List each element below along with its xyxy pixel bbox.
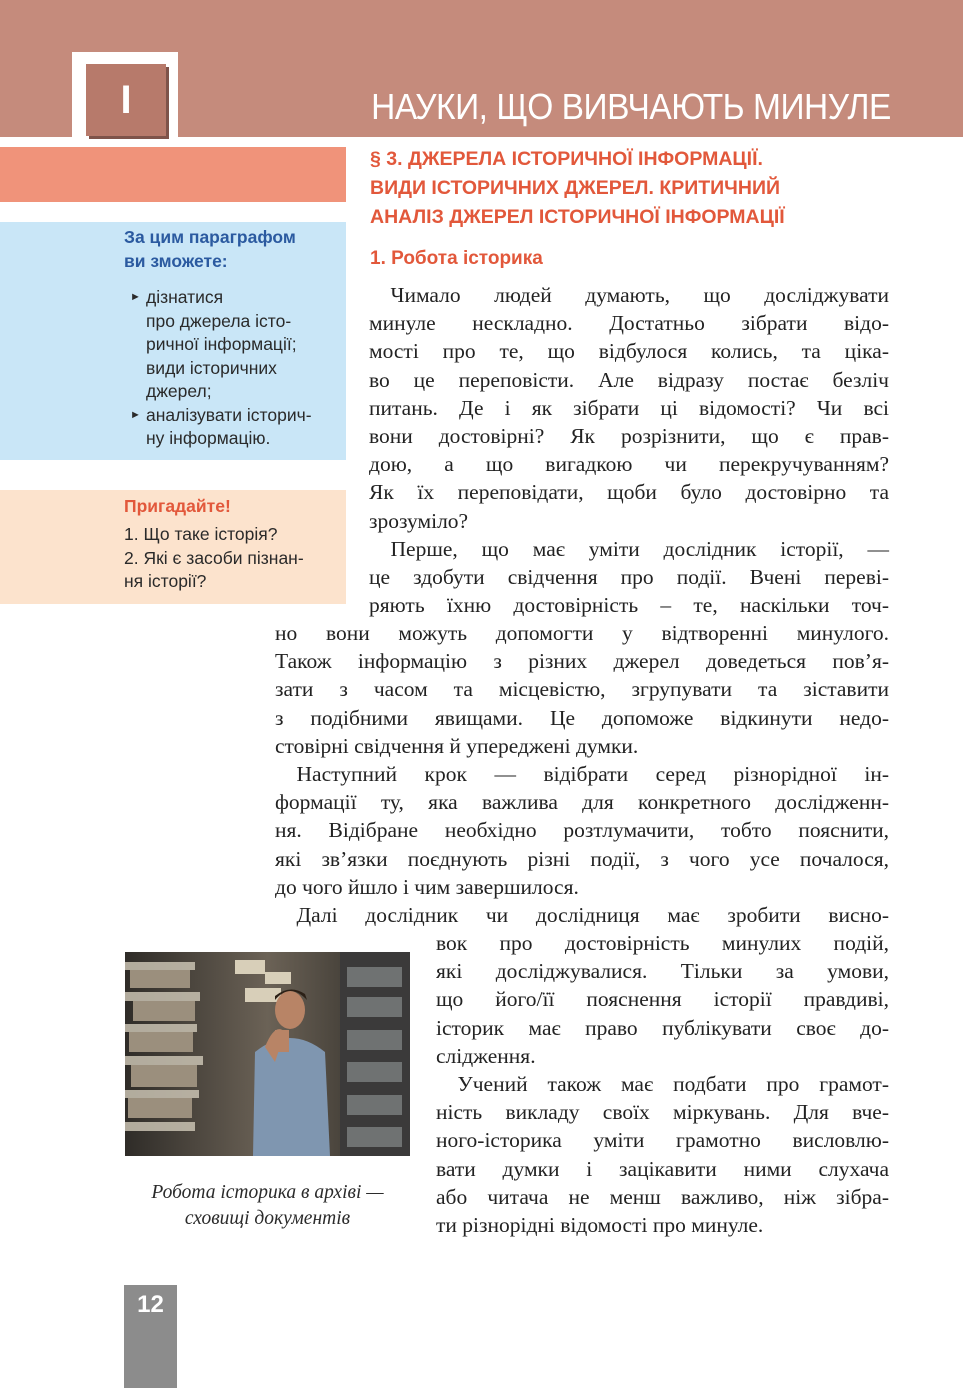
text-line: во це переповісти. Але відразу постає безліч (369, 367, 889, 392)
text-line: що його/її пояснення історії правдиві, (436, 987, 889, 1012)
text-line: зрозуміло? (369, 508, 469, 533)
text-line: Також інформацію з різних джерел доведеться пов’я- (275, 649, 889, 674)
triangle-bullet-icon: ► (130, 408, 141, 421)
goals-item-text: дізнатися про джерела істо- ричної інформації; види історичних джерел; (146, 287, 297, 401)
goals-item-text: аналізувати історич- ну інформацію. (146, 404, 312, 448)
text-line: стовірні свідчення й упереджені думки. (275, 733, 639, 758)
text-line: Наступний крок — відібрати серед різнорідної ін- (275, 762, 889, 787)
text-line: або читача не менш важливо, ніж зібра- (436, 1184, 889, 1209)
text-line: це здобути свідчення про події. Вчені переві- (369, 565, 889, 590)
chapter-title: НАУКИ, ЩО ВИВЧАЮТЬ МИНУЛЕ (371, 86, 891, 127)
text-line: дою, а що вигадкою чи перекручуванням? (369, 452, 889, 477)
text-line: до чого йшло і чим завершилося. (275, 874, 579, 899)
photo-caption: Робота історика в архіві — сховищі документів (151, 1182, 384, 1229)
goals-item (130, 404, 342, 451)
text-line: слідження. (436, 1043, 536, 1068)
text-line: формації ту, яка важлива для конкретного дослідженн- (275, 790, 889, 815)
text-line: Чимало людей думають, що досліджувати (369, 283, 889, 307)
text-line: ність викладу своїх міркувань. Для вче- (436, 1100, 889, 1125)
text-line: з подібними явищами. Це допоможе відкинути недо- (275, 705, 889, 730)
section-title: § 3. ДЖЕРЕЛА ІСТОРИЧНОЇ ІНФОРМАЦІЇ. ВИДИ ІСТОРИЧНИХ ДЖЕРЕЛ. КРИТИЧНИЙ АНАЛІЗ ДЖЕРЕЛ ІСТОРИЧНОЇ ІНФОРМАЦІЇ (370, 148, 785, 228)
archive-photo-illustration (125, 952, 410, 1156)
text-line: ня. Відібране необхідно розтлумачити, тобто пояснити, (275, 818, 889, 843)
triangle-bullet-icon: ► (130, 291, 141, 303)
recall-list (124, 523, 339, 594)
goals-heading: За цим параграфом ви зможете: (124, 227, 296, 271)
body-text-block-2 (275, 619, 889, 929)
archive-photo (125, 952, 410, 1156)
text-line: мості про те, що відбулося колись, та ціка- (369, 339, 889, 364)
recall-item: 2. Які є засоби пізнан- ня історії? (124, 547, 304, 591)
chapter-number: I (86, 64, 166, 136)
page-number: 12 (137, 1291, 164, 1318)
text-line: минуле нескладно. Достатньо зібрати відо- (369, 311, 889, 336)
text-line: вати думки і зацікавити ними слухача (436, 1156, 889, 1181)
body-text-block-3 (436, 929, 889, 1239)
goals-list (130, 286, 342, 451)
text-line: Як їх переповідати, щоби було достовірно та (369, 480, 889, 505)
text-line: Перше, що має уміти дослідник історії, — (369, 536, 889, 561)
text-line: зати з часом та місцевістю, згрупувати та зіставити (275, 677, 889, 702)
text-line: Далі дослідник чи дослідниця має зробити висно- (275, 903, 889, 928)
text-line: вони достовірні? Як розрізнити, що є прав- (369, 424, 889, 449)
text-line: ти різнорідні відомості про минуле. (436, 1213, 764, 1238)
text-line: ряють їхню достовірність – те, наскільки точ- (369, 593, 889, 618)
text-line: но вони можуть допомогти у відтворенні минулого. (275, 621, 889, 645)
goals-item (130, 286, 342, 404)
decorative-strip (0, 147, 346, 202)
subsection-heading: 1. Робота історика (370, 248, 543, 269)
recall-heading: Пригадайте! (124, 496, 231, 516)
recall-item: 1. Що таке історія? (124, 524, 278, 544)
text-line: історик має право публікувати своє до- (436, 1015, 889, 1040)
text-line: які зв’язки поєднують різні події, з чого усе почалося, (275, 846, 889, 871)
text-line: Учений також має подбати про грамот- (436, 1072, 889, 1097)
text-line: вок про достовірність минулих подій, (436, 931, 889, 955)
text-line: ного-історика уміти грамотно висловлю- (436, 1128, 889, 1153)
text-line: питань. Де і як зібрати ці відомості? Чи всі (369, 395, 889, 420)
text-line: які досліджувалися. Тільки за умови, (436, 959, 889, 984)
body-text-block-1 (369, 281, 889, 619)
